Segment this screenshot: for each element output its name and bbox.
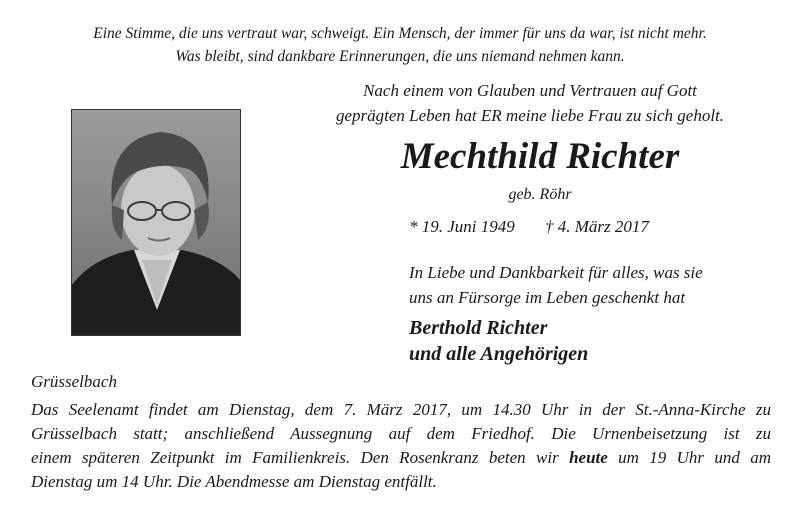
intro-line-1: Eine Stimme, die uns vertraut war, schweigt. Ein Mensch, der immer für uns da war, ist nicht mehr.: [93, 25, 707, 42]
service-today-emphasis: heute: [569, 448, 608, 467]
mourner-line-2: und alle Angehörigen: [409, 343, 589, 365]
mourners: [409, 315, 588, 367]
service-line-1: Das Seelenamt findet am Dienstag, dem 7. März 2017, um 14.30 Uhr in der St.-Anna-Kirche zu: [31, 400, 771, 419]
maiden-name: geb. Röhr: [508, 186, 572, 203]
service-line-4: Dienstag um 14 Uhr. Die Abendmesse am Dienstag entfällt.: [31, 472, 437, 491]
faith-statement: [300, 78, 760, 128]
service-line-3: [31, 446, 771, 470]
gratitude-text: [409, 260, 703, 310]
deceased-name: Mechthild Richter: [400, 136, 680, 177]
birth-date: * 19. Juni 1949: [409, 217, 515, 236]
place-name: Grüsselbach: [31, 372, 117, 391]
portrait-image: [72, 110, 241, 336]
service-line-3-start: einem späteren Zeitpunkt im Familienkreis. Den Rosenkranz beten wir: [31, 448, 559, 467]
gratitude-line-1: In Liebe und Dankbarkeit für alles, was sie: [409, 263, 703, 282]
intro-verse: [0, 22, 800, 68]
portrait-photo: [71, 109, 241, 336]
faith-line-2: geprägten Leben hat ER meine liebe Frau zu sich geholt.: [335, 106, 725, 125]
death-date: † 4. März 2017: [545, 217, 649, 236]
service-details: [31, 398, 771, 494]
mourner-line-1: Berthold Richter: [409, 317, 548, 339]
gratitude-line-2: uns an Fürsorge im Leben geschenkt hat: [409, 288, 686, 307]
intro-line-2: Was bleibt, sind dankbare Erinnerungen, die uns niemand nehmen kann.: [175, 48, 625, 65]
faith-line-1: Nach einem von Glauben und Vertrauen auf Gott: [363, 81, 697, 100]
service-line-3-end: um 19 Uhr und am: [618, 448, 772, 467]
service-line-2: Grüsselbach statt; anschließend Aussegnung auf dem Friedhof. Die Urnenbeisetzung ist zu: [31, 424, 771, 443]
